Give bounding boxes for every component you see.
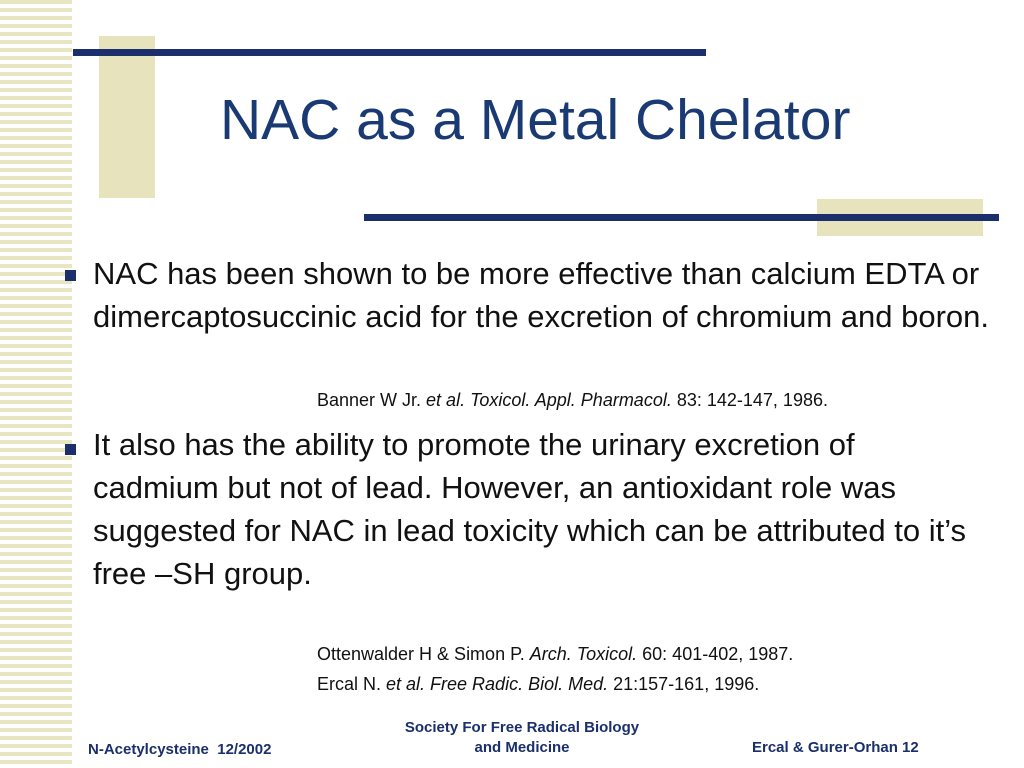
reference-author: Ottenwalder H & Simon P.: [317, 644, 530, 664]
footer-center: [372, 718, 672, 758]
reference-journal: Arch. Toxicol.: [529, 644, 638, 664]
bullet-square-icon: [65, 444, 76, 455]
reference-details: 21:157-161, 1996.: [608, 674, 760, 694]
bullet-square-icon: [65, 270, 76, 281]
title-rule-bottom: [364, 214, 999, 221]
footer-right: Ercal & Gurer-Orhan 12: [752, 739, 919, 756]
reference-2: [317, 644, 793, 665]
bullet-text-1: NAC has been shown to be more effective than calcium EDTA or dimercaptosuccinic acid for the excretion of chromium and boron.: [93, 256, 989, 334]
footer-center-line1: Society For Free Radical Biology: [404, 719, 640, 736]
reference-journal: et al. Toxicol. Appl. Pharmacol.: [426, 390, 672, 410]
footer-left: N-Acetylcysteine 12/2002: [88, 741, 272, 758]
bullet-text-2: It also has the ability to promote the urinary excretion of cadmium but not of lead. However, an antioxidant role was suggested for NAC in lead toxicity which can be attributed to it’s free –SH group.: [93, 427, 967, 591]
title-rule-top: [73, 49, 706, 56]
reference-3: [317, 674, 759, 695]
reference-author: Banner W Jr.: [317, 390, 427, 410]
reference-journal: et al. Free Radic. Biol. Med.: [386, 674, 609, 694]
slide-title: NAC as a Metal Chelator: [220, 88, 851, 152]
reference-author: Ercal N.: [317, 674, 387, 694]
reference-details: 60: 401-402, 1987.: [637, 644, 794, 664]
reference-1: [317, 390, 828, 411]
decorative-stripes: [0, 0, 72, 768]
footer-center-line2: and Medicine: [474, 739, 570, 756]
decorative-block-top: [99, 36, 155, 198]
reference-details: 83: 142-147, 1986.: [671, 390, 828, 410]
